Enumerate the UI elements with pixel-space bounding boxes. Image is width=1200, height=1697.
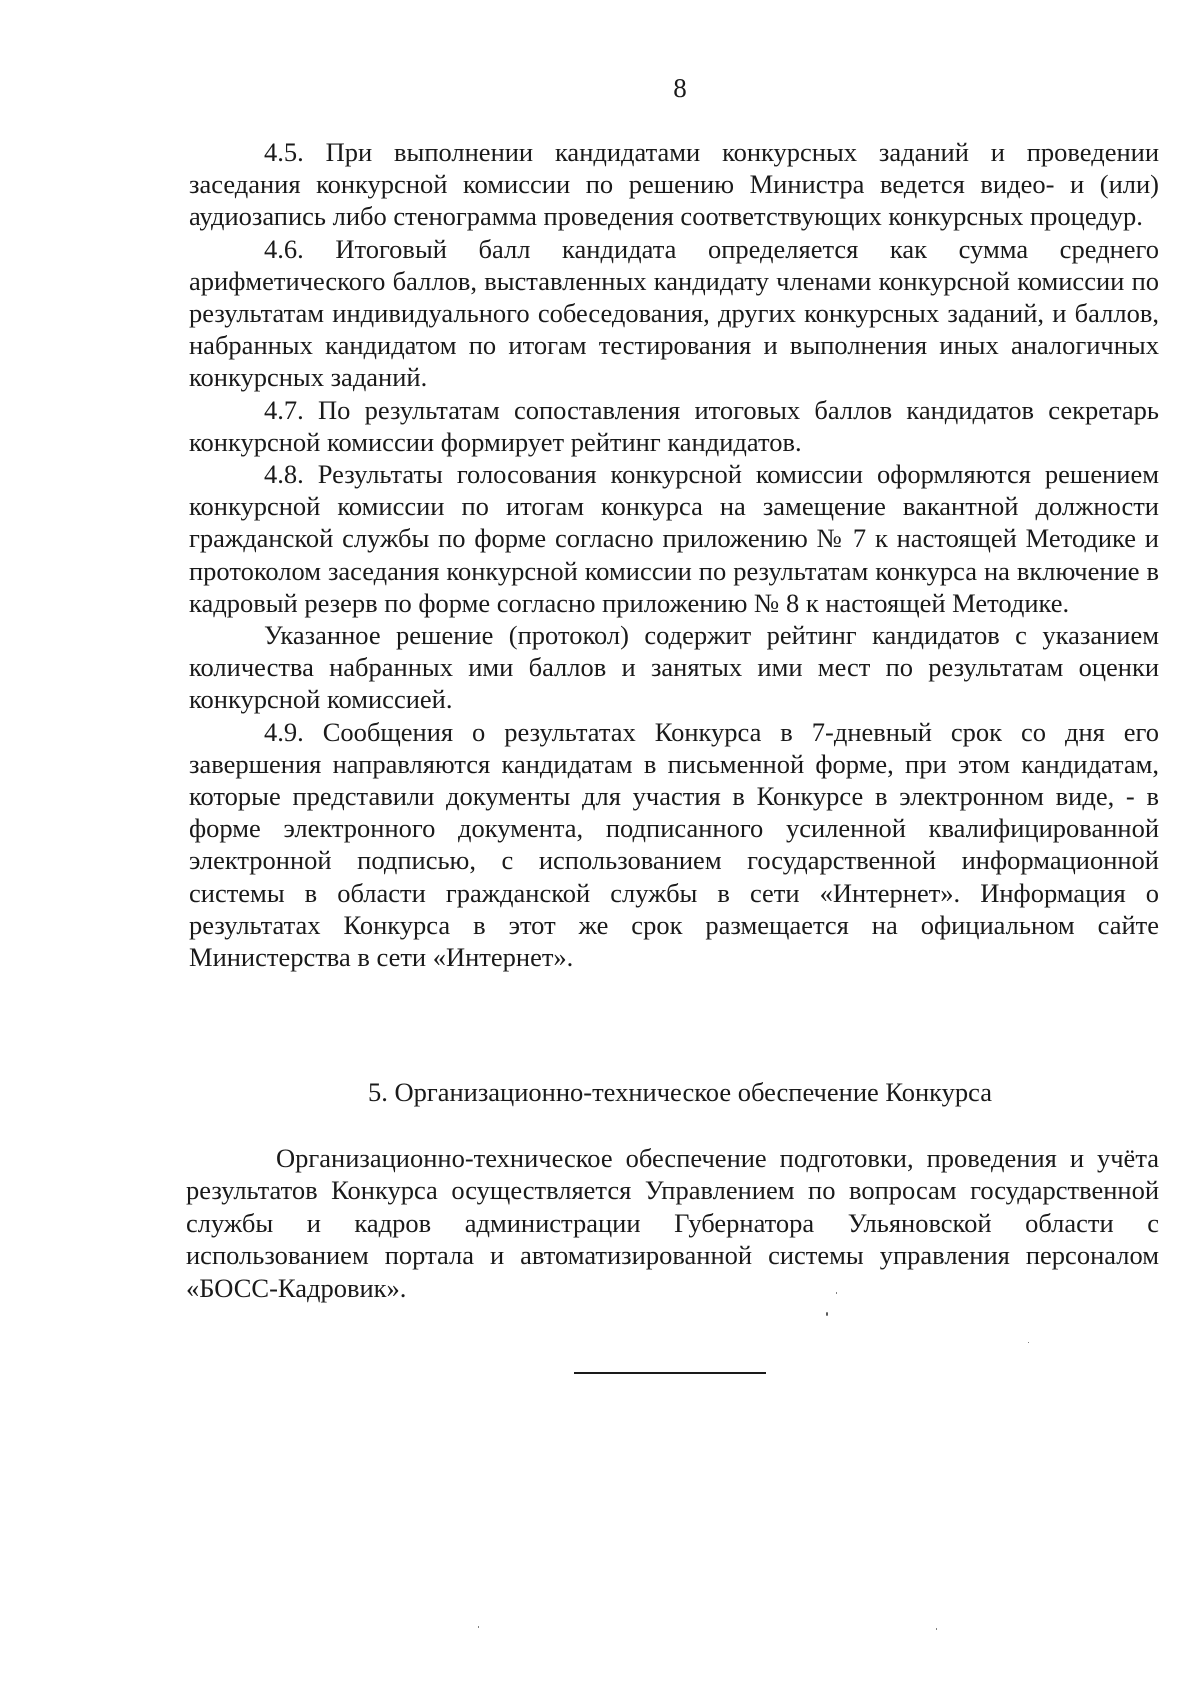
paragraph-5: Организационно-техническое обеспечение подготовки, проведения и учёта результатов Конкурса осуществляется Управлением по вопросам государственной службы и кадров администрации Губернатора Ульяновской области с использованием портала и автоматизированной системы управления персоналом «БОСС-Кадровик».: [186, 1143, 1159, 1303]
paragraph-4-6: 4.6. Итоговый балл кандидата определяется как сумма среднего арифметического баллов, выставленных кандидату членами конкурсной комиссии по результатам индивидуального собеседования, других конкурсных заданий, и баллов, набранных кандидатом по итогам тестирования и выполнения иных аналогичных конкурсных заданий.: [189, 233, 1159, 393]
section-5-body: [186, 1142, 1159, 1304]
scan-speck: [478, 1626, 479, 1628]
section-4-continued: [189, 136, 1159, 973]
scan-speck: [936, 1628, 937, 1630]
scan-speck: [826, 1312, 828, 1316]
paragraph-4-7: 4.7. По результатам сопоставления итоговых баллов кандидатов секретарь конкурсной комиссии формирует рейтинг кандидатов.: [189, 394, 1159, 457]
paragraph-4-8-note: Указанное решение (протокол) содержит рейтинг кандидатов с указанием количества набранных ими баллов и занятых ими мест по результатам оценки конкурсной комиссией.: [189, 620, 1159, 715]
paragraph-4-5: 4.5. При выполнении кандидатами конкурсных заданий и проведении заседания конкурсной комиссии по решению Министра ведется видео- и (или) аудиозапись либо стенограмма проведения соответствующих конкурсных процедур.: [189, 137, 1159, 232]
page-number: 8: [673, 73, 687, 103]
scan-speck: [1028, 1342, 1029, 1343]
paragraph-4-8: 4.8. Результаты голосования конкурсной комиссии оформляются решением конкурсной комиссии по итогам конкурса на замещение вакантной должности гражданской службы по форме согласно приложению № 7 к настоящей Методике и протоколом заседания конкурсной комиссии по результатам конкурса на включение в кадровый резерв по форме согласно приложению № 8 к настоящей Методике.: [189, 459, 1159, 618]
paragraph-4-9: 4.9. Сообщения о результатах Конкурса в 7-дневный срок со дня его завершения направляются кандидатам в письменной форме, при этом кандидатам, которые представили документы для участия в Конкурсе в электронном виде, - в форме электронного документа, подписанного усиленной квалифицированной электронной подписью, с использованием государственной информационной системы в области гражданской службы в сети «Интернет». Информация о результатах Конкурса в этот же срок размещается на официальном сайте Министерства в сети «Интернет».: [189, 716, 1159, 973]
scan-speck: [836, 1292, 837, 1294]
section-5-heading: 5. Организационно-техническое обеспечение Конкурса: [367, 1077, 993, 1107]
end-of-document-rule: [574, 1372, 766, 1374]
